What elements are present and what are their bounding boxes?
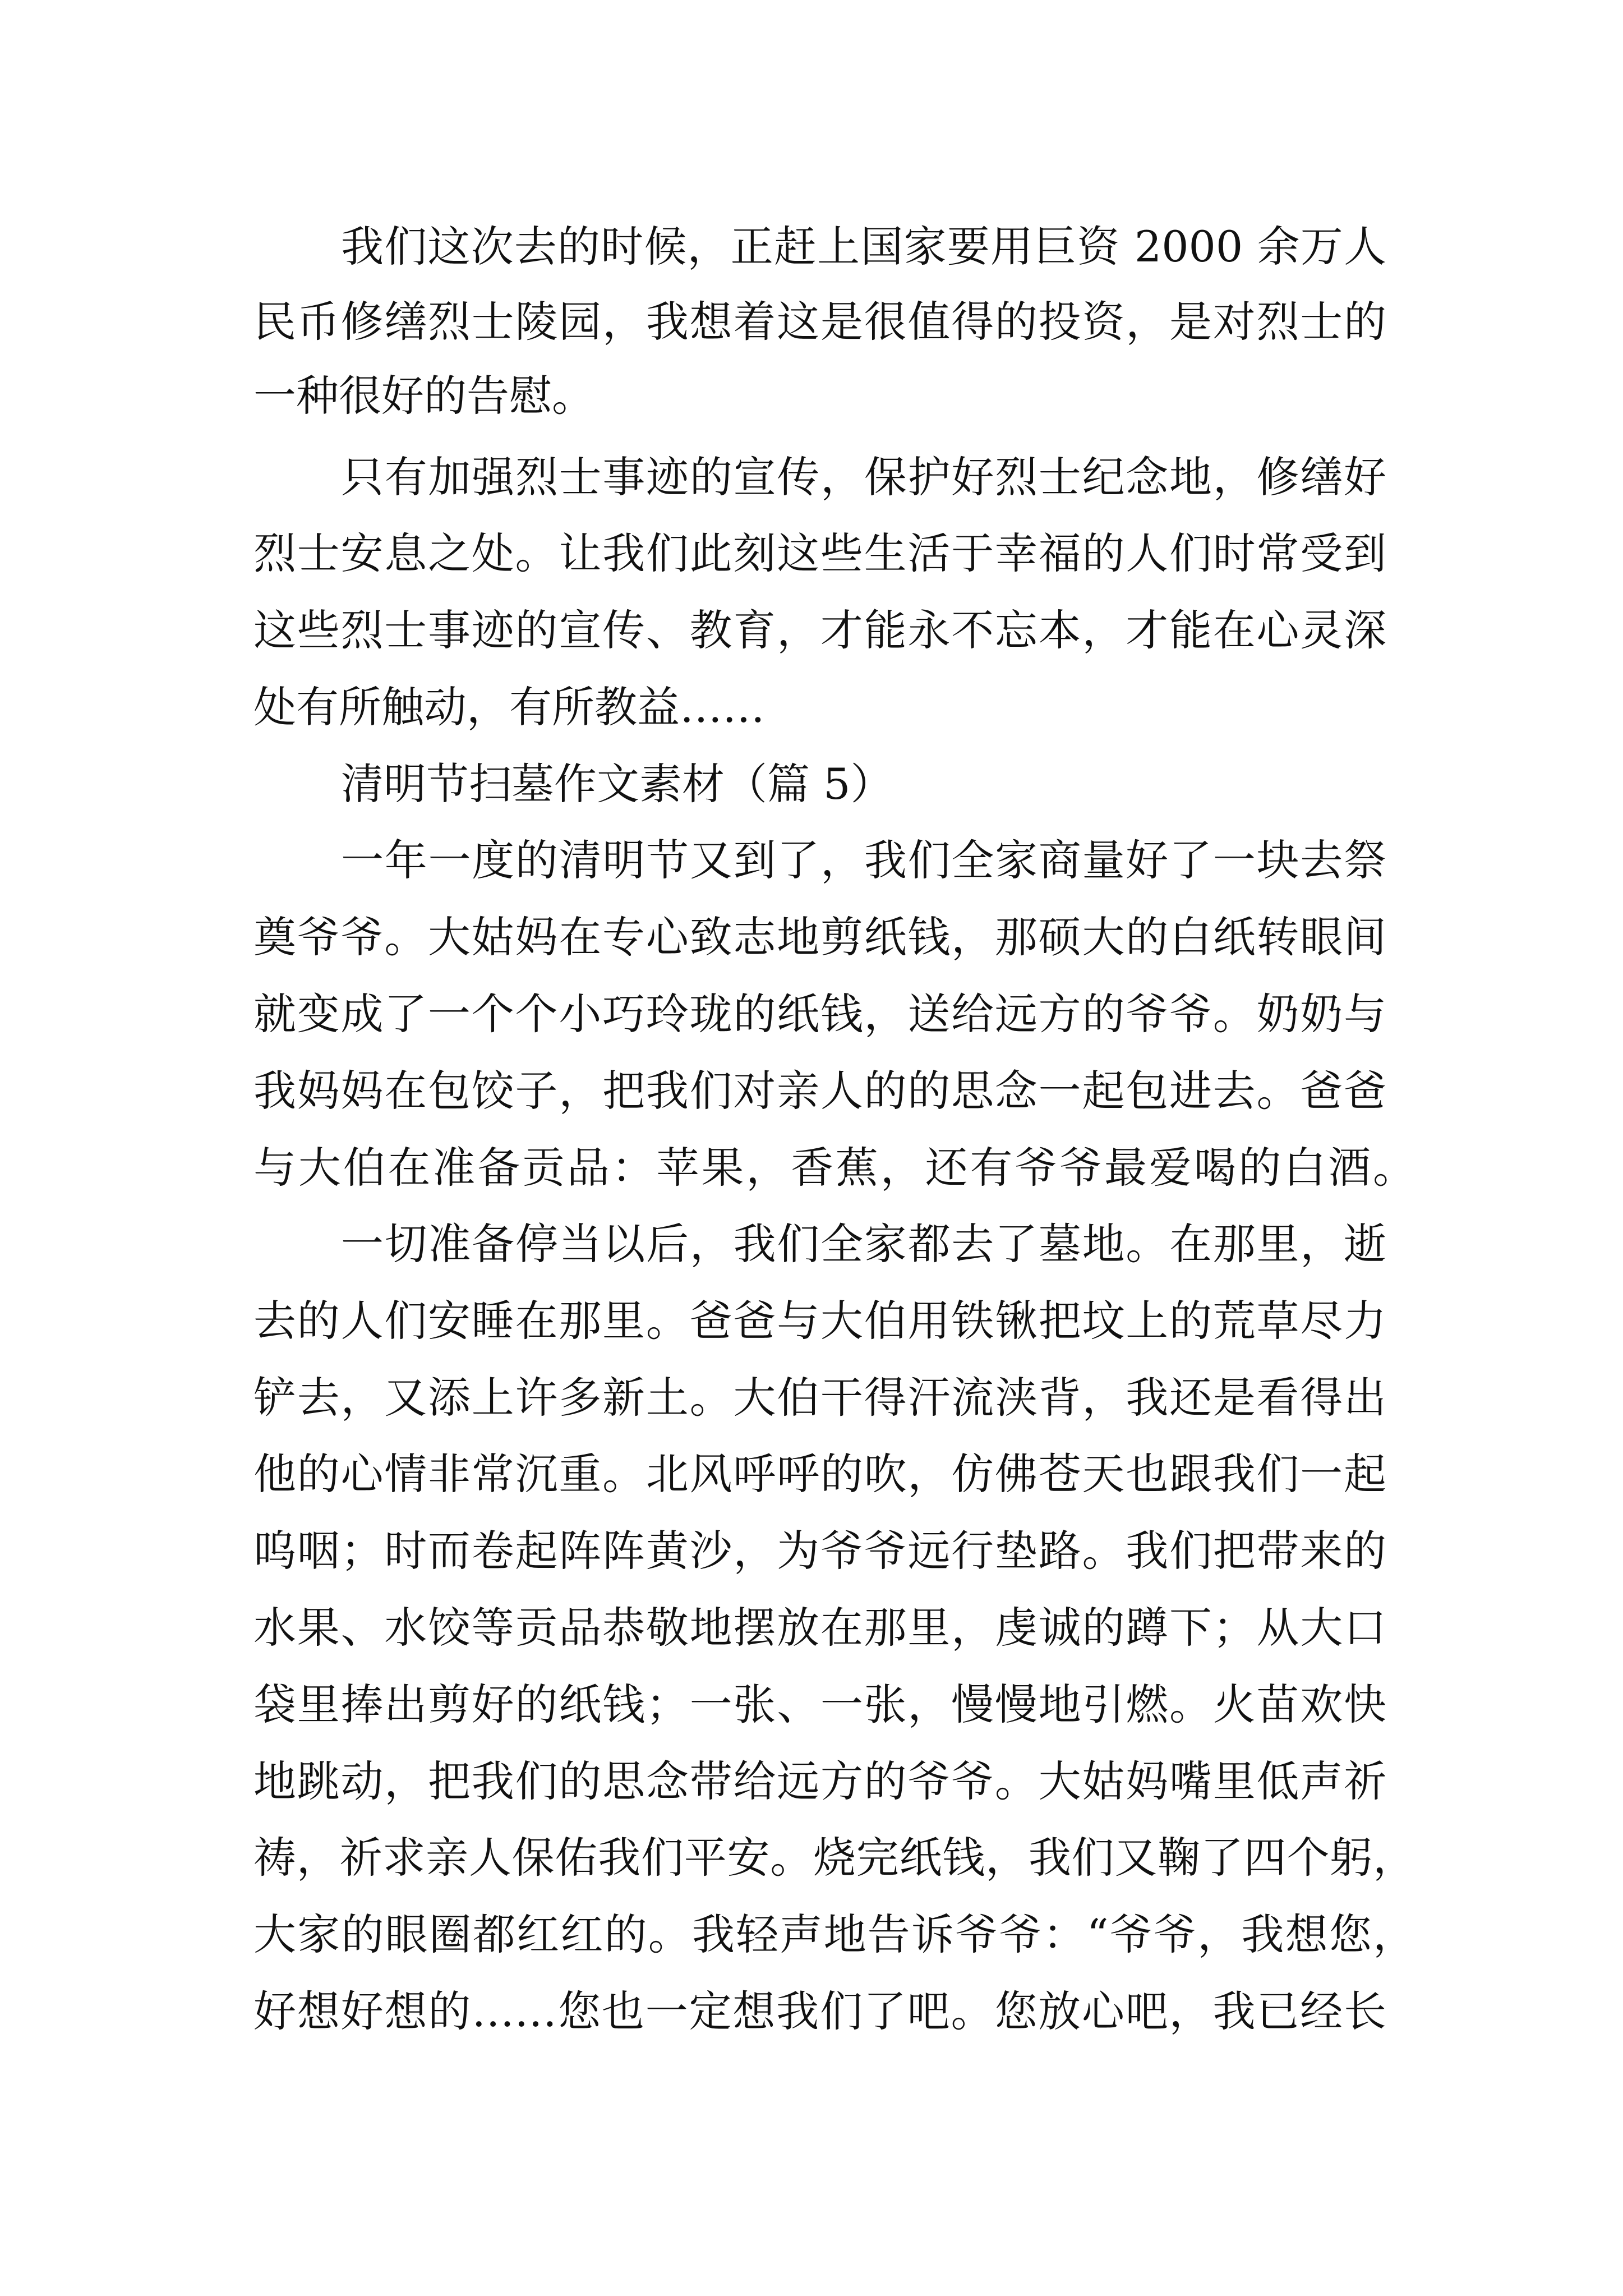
paragraph-line: 就变成了一个个小巧玲珑的纸钱，送给远方的爷爷。奶奶与	[253, 989, 1386, 1039]
paragraph-line: 处有所触动，有所教益……	[253, 682, 765, 732]
paragraph-line: 呜咽；时而卷起阵阵黄沙，为爷爷远行垫路。我们把带来的	[253, 1526, 1386, 1576]
paragraph-line: 一切准备停当以后，我们全家都去了墓地。在那里，逝	[341, 1219, 1386, 1269]
paragraph-line: 袋里捧出剪好的纸钱；一张、一张，慢慢地引燃。火苗欢快	[253, 1680, 1386, 1729]
paragraph-line: 烈士安息之处。让我们此刻这些生活于幸福的人们时常受到	[253, 528, 1386, 578]
section-heading: 清明节扫墓作文素材（篇 5）	[341, 759, 893, 809]
paragraph-line: 他的心情非常沉重。北风呼呼的吹，仿佛苍天也跟我们一起	[253, 1449, 1386, 1499]
paragraph-line: 与大伯在准备贡品：苹果，香蕉，还有爷爷最爱喝的白酒。	[253, 1143, 1415, 1193]
paragraph-line: 地跳动，把我们的思念带给远方的爷爷。大姑妈嘴里低声祈	[253, 1756, 1386, 1806]
paragraph-line: 好想好想的……您也一定想我们了吧。您放心吧，我已经长	[253, 1986, 1386, 2036]
paragraph-line: 只有加强烈士事迹的宣传，保护好烈士纪念地，修缮好	[341, 452, 1386, 502]
paragraph-line: 这些烈士事迹的宣传、教育，才能永不忘本，才能在心灵深	[253, 605, 1386, 655]
paragraph-line: 一年一度的清明节又到了，我们全家商量好了一块去祭	[341, 835, 1386, 885]
paragraph-line: 我们这次去的时候，正赶上国家要用巨资 2000 余万人	[341, 222, 1386, 272]
paragraph-line: 大家的眼圈都红红的。我轻声地告诉爷爷：“爷爷，我想您，	[253, 1910, 1415, 1959]
paragraph-line: 水果、水饺等贡品恭敬地摆放在那里，虔诚的蹲下；从大口	[253, 1603, 1386, 1653]
paragraph-line: 民币修缮烈士陵园，我想着这是很值得的投资，是对烈士的	[253, 297, 1386, 347]
paragraph-line: 去的人们安睡在那里。爸爸与大伯用铁锹把坟上的荒草尽力	[253, 1296, 1386, 1346]
paragraph-line: 铲去，又添上许多新土。大伯干得汗流浃背，我还是看得出	[253, 1373, 1386, 1423]
paragraph-line: 一种很好的告慰。	[253, 371, 594, 421]
paragraph-line: 奠爷爷。大姑妈在专心致志地剪纸钱，那硕大的白纸转眼间	[253, 912, 1386, 962]
paragraph-line: 祷，祈求亲人保佑我们平安。烧完纸钱，我们又鞠了四个躬，	[253, 1833, 1415, 1883]
paragraph-line: 我妈妈在包饺子，把我们对亲人的的思念一起包进去。爸爸	[253, 1066, 1386, 1116]
